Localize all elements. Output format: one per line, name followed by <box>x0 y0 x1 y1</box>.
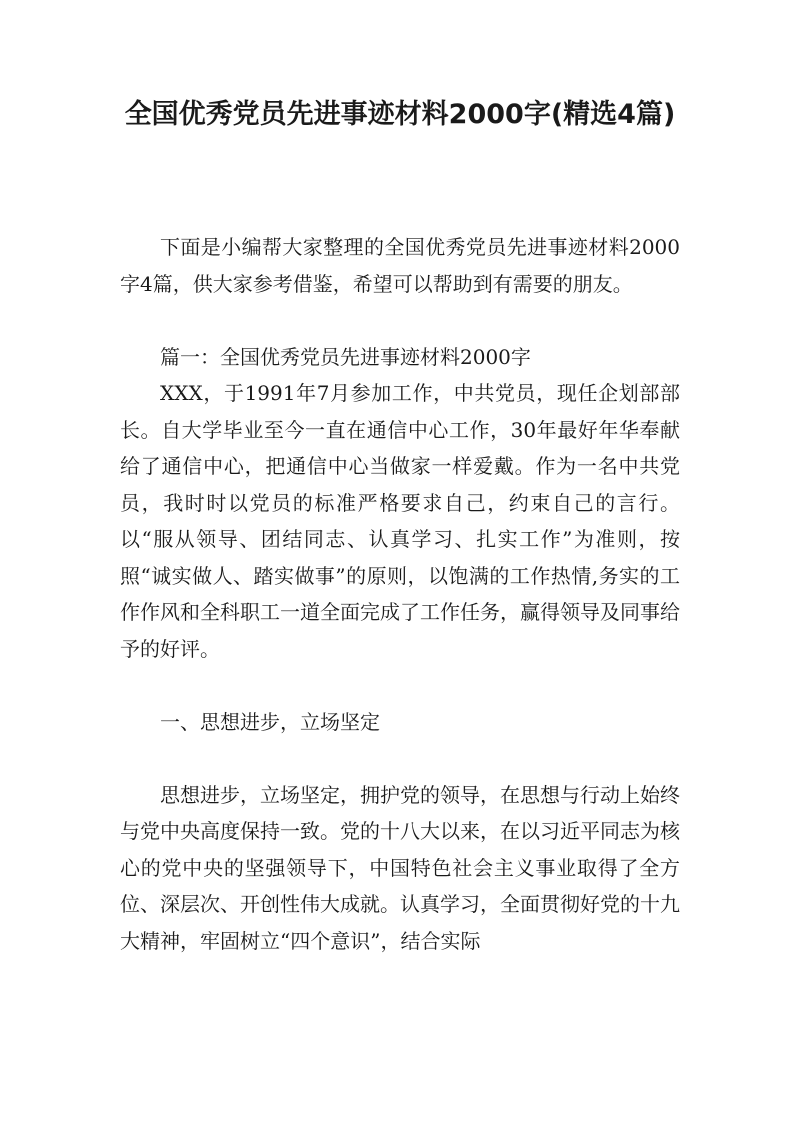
intro-paragraph: 下面是小编帮大家整理的全国优秀党员先进事迹材料2000字4篇，供大家参考借鉴，希望可以帮助到有需要的朋友。 <box>120 235 680 296</box>
document-title: 全国优秀党员先进事迹材料2000字(精选4篇) <box>124 99 676 130</box>
body-paragraph: 思想进步，立场坚定，拥护党的领导，在思想与行动上始终与党中央高度保持一致。党的十八大以来，在以习近平同志为核心的党中央的坚强领导下，中国特色社会主义事业取得了全方位、深层次、开创性伟大成就。认真学习，全面贯彻好党的十九大精神，牢固树立“四个意识”，结合实际 <box>120 782 680 953</box>
document-body <box>120 229 680 959</box>
subheading: 一、思想进步，立场坚定 <box>160 709 380 734</box>
body-paragraph: XXX，于1991年7月参加工作，中共党员，现任企划部部长。自大学毕业至今一直在通信中心工作，30年最好年华奉献给了通信中心，把通信中心当做家一样爱戴。作为一名中共党员，我时时以党员的标准严格要求自己，约束自己的言行。以“服从领导、团结同志、认真学习、扎实工作”为准则，按照“诚实做人、踏实做事”的原则，以饱满的工作热情,务实的工作作风和全科职工一道全面完成了工作任务，赢得领导及同事给予的好评。 <box>120 381 680 661</box>
blank-line <box>120 302 680 339</box>
blank-line <box>120 740 680 777</box>
blank-line <box>120 667 680 704</box>
section-heading: 篇一：全国优秀党员先进事迹材料2000字 <box>160 344 531 369</box>
